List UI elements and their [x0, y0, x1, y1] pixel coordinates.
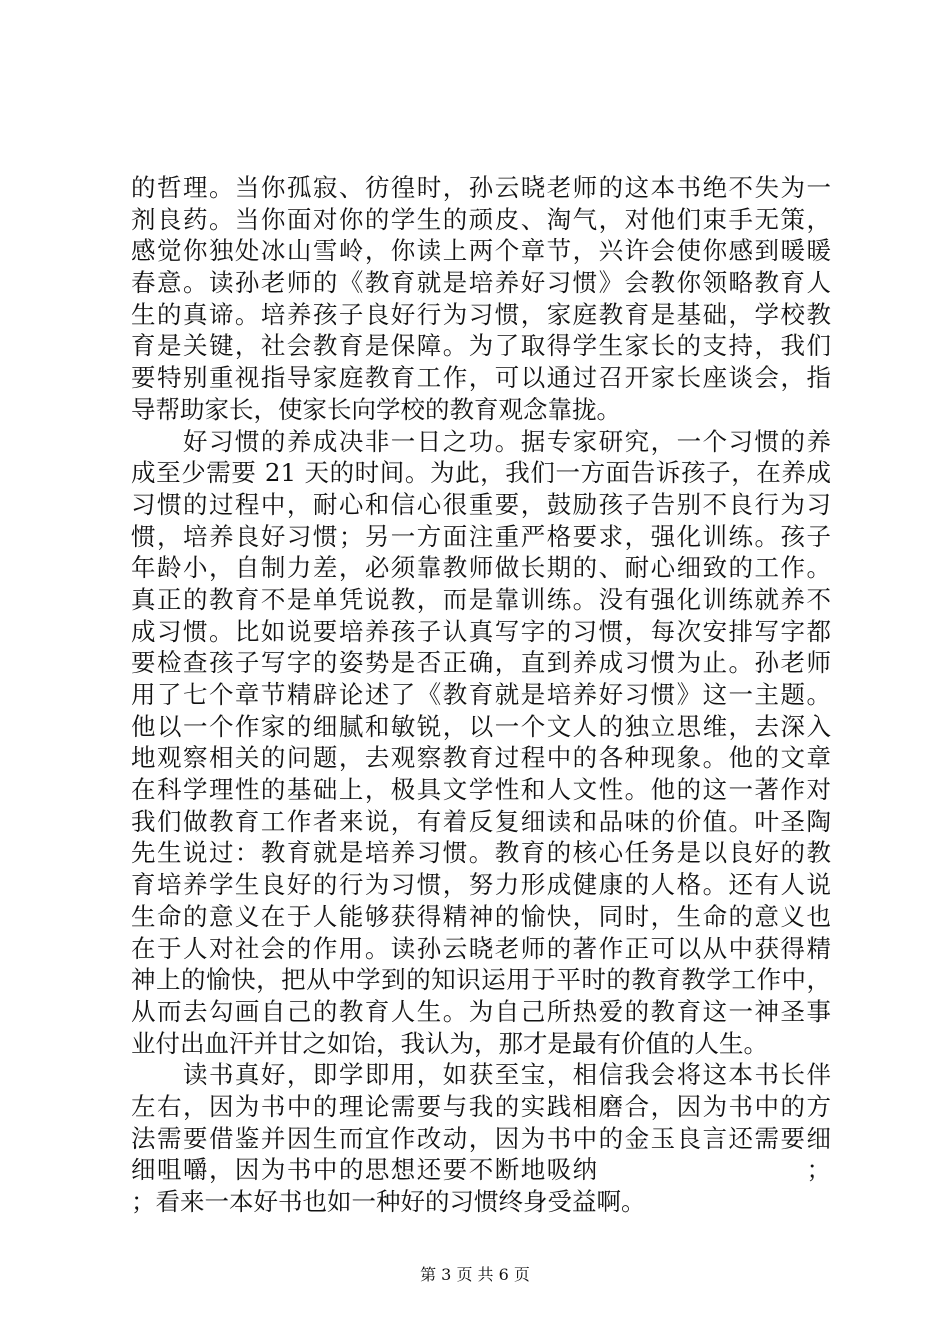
text-line: 地观察相关的问题，去观察教育过程中的各种现象。他的文章 — [131, 743, 831, 773]
text-line: 在科学理性的基础上，极具文学性和人文性。他的这一著作对 — [131, 775, 831, 805]
text-line: 好习惯的养成决非一日之功。据专家研究，一个习惯的养 — [131, 426, 831, 456]
text-line: ；看来一本好书也如一种好的习惯终身受益啊。 — [131, 1187, 646, 1216]
text-line: 的哲理。当你孤寂、彷徨时，孙云晓老师的这本书绝不失为一 — [131, 173, 831, 202]
text-line: 惯，培养良好习惯；另一方面注重严格要求，强化训练。孩子 — [131, 521, 831, 551]
text-line: 年龄小，自制力差，必须靠教师做长期的、耐心细致的工作。 — [131, 553, 831, 583]
text-line: 育培养学生良好的行为习惯，努力形成健康的人格。还有人说 — [131, 870, 831, 900]
page-footer: 第 3 页 共 6 页 — [420, 1265, 530, 1284]
text-line: 感觉你独处冰山雪岭，你读上两个章节，兴许会使你感到暖暖 — [131, 236, 831, 266]
text-line: 生命的意义在于人能够获得精神的愉快，同时，生命的意义也 — [131, 901, 831, 931]
text-line: 他以一个作家的细腻和敏锐，以一个文人的独立思维，去深入 — [131, 711, 831, 741]
text-line: 成至少需要 21 天的时间。为此，我们一方面告诉孩子，在养成 — [131, 458, 831, 488]
text-line: 业付出血汗并甘之如饴，我认为，那才是最有价值的人生。 — [131, 1028, 768, 1058]
text-line: 春意。读孙老师的《教育就是培养好习惯》会教你领略教育人 — [131, 268, 831, 298]
text-line: 真正的教育不是单凭说教，而是靠训练。没有强化训练就养不 — [131, 584, 831, 614]
text-line: 我们做教育工作者来说，有着反复细读和品味的价值。叶圣陶 — [131, 806, 831, 836]
body-text — [131, 172, 831, 1218]
text-line: 育是关键，社会教育是保障。为了取得学生家长的支持，我们 — [131, 331, 831, 361]
text-line: 习惯的过程中，耐心和信心很重要，鼓励孩子告别不良行为习 — [131, 489, 831, 519]
text-line: 读书真好，即学即用，如获至宝，相信我会将这本书长伴 — [131, 1060, 831, 1090]
text-line: 生的真谛。培养孩子良好行为习惯，家庭教育是基础，学校教 — [131, 299, 831, 329]
text-line: 导帮助家长，使家长向学校的教育观念靠拢。 — [131, 394, 621, 424]
text-line: 细咀嚼，因为书中的思想还要不断地吸纳 ； — [131, 1155, 831, 1185]
text-line: 从而去勾画自己的教育人生。为自己所热爱的教育这一神圣事 — [131, 996, 831, 1026]
text-line: 神上的愉快，把从中学到的知识运用于平时的教育教学工作中， — [131, 965, 831, 995]
text-line: 剂良药。当你面对你的学生的顽皮、淘气，对他们束手无策， — [131, 204, 831, 234]
text-line: 要检查孩子写字的姿势是否正确，直到养成习惯为止。孙老师 — [131, 648, 831, 678]
text-line: 成习惯。比如说要培养孩子认真写字的习惯，每次安排写字都 — [131, 616, 831, 646]
text-line: 要特别重视指导家庭教育工作，可以通过召开家长座谈会，指 — [131, 363, 831, 393]
text-line: 左右，因为书中的理论需要与我的实践相磨合，因为书中的方 — [131, 1091, 831, 1121]
text-line: 在于人对社会的作用。读孙云晓老师的著作正可以从中获得精 — [131, 933, 831, 963]
text-line: 先生说过：教育就是培养习惯。教育的核心任务是以良好的教 — [131, 838, 831, 868]
text-line: 法需要借鉴并因生而宜作改动，因为书中的金玉良言还需要细 — [131, 1123, 831, 1153]
text-line: 用了七个章节精辟论述了《教育就是培养好习惯》这一主题。 — [131, 680, 831, 709]
